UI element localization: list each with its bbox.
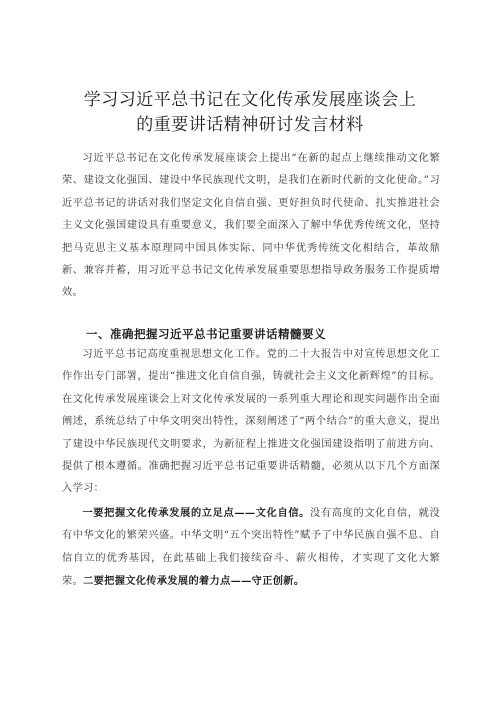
section-1-paragraph: 习近平总书记高度重视思想文化工作。党的二十大报告中对宣传思想文化工作作出专门部署，提出“推进文化自信自强，铸就社会主义文化新辉煌”的目标。在文化传承发展座谈会上对文化传承发展的一系列重大理论和现实问题作出全面阐述，系统总结了中华文明突出特性，深刻阐述了“两个结合”的重大意义，提出了建设中华民族现代文明要求，为新征程上推进文化强国建设指明了前进方向、提供了根本遵循。准确把握习近平总书记重要讲话精髓，必须从以下几个方面深入学习： — [62, 349, 440, 495]
point-2-lead: 二要把握文化传承发展的着力点——守正创新。 — [83, 575, 305, 588]
document-title-line-2: 的重要讲话精神研讨发言材料 — [136, 115, 364, 135]
section-1-heading: 一、准确把握习近平总书记重要讲话精髓要义 — [86, 327, 326, 341]
point-1-lead: 一要把握文化传承发展的立足点——文化自信。 — [82, 507, 311, 519]
point-1-text: 没有高度的文化自信，就没有中华文化的繁荣兴盛。中华文明“五个突出特性”赋予了中华民族自强不息、自信自立的优秀基因，在此基础上我们接续奋斗、薪火相传，才实现了文化大繁荣。 — [62, 508, 440, 588]
document-title-line-1: 学习习近平总书记在文化传承发展座谈会上 — [83, 90, 417, 110]
intro-paragraph: 习近平总书记在文化传承发展座谈会上提出“在新的起点上继续推动文化繁荣、建设文化强国、建设中华民族现代文明，是我们在新时代新的文化使命。”习近平总书记的讲话对我们坚定文化自信自强、更好担负时代使命、扎实推进社会主义文化强国建设具有重要意义，我们要全面深入了解中华优秀传统文化，坚持把马克思主义基本原理同中国具体实际、同中华优秀传统文化相结合，革故鼎新、兼容并蓄，用习近平总书记文化传承发展重要思想指导政务服务工作提质增效。 — [62, 153, 440, 299]
point-paragraph — [62, 502, 440, 594]
